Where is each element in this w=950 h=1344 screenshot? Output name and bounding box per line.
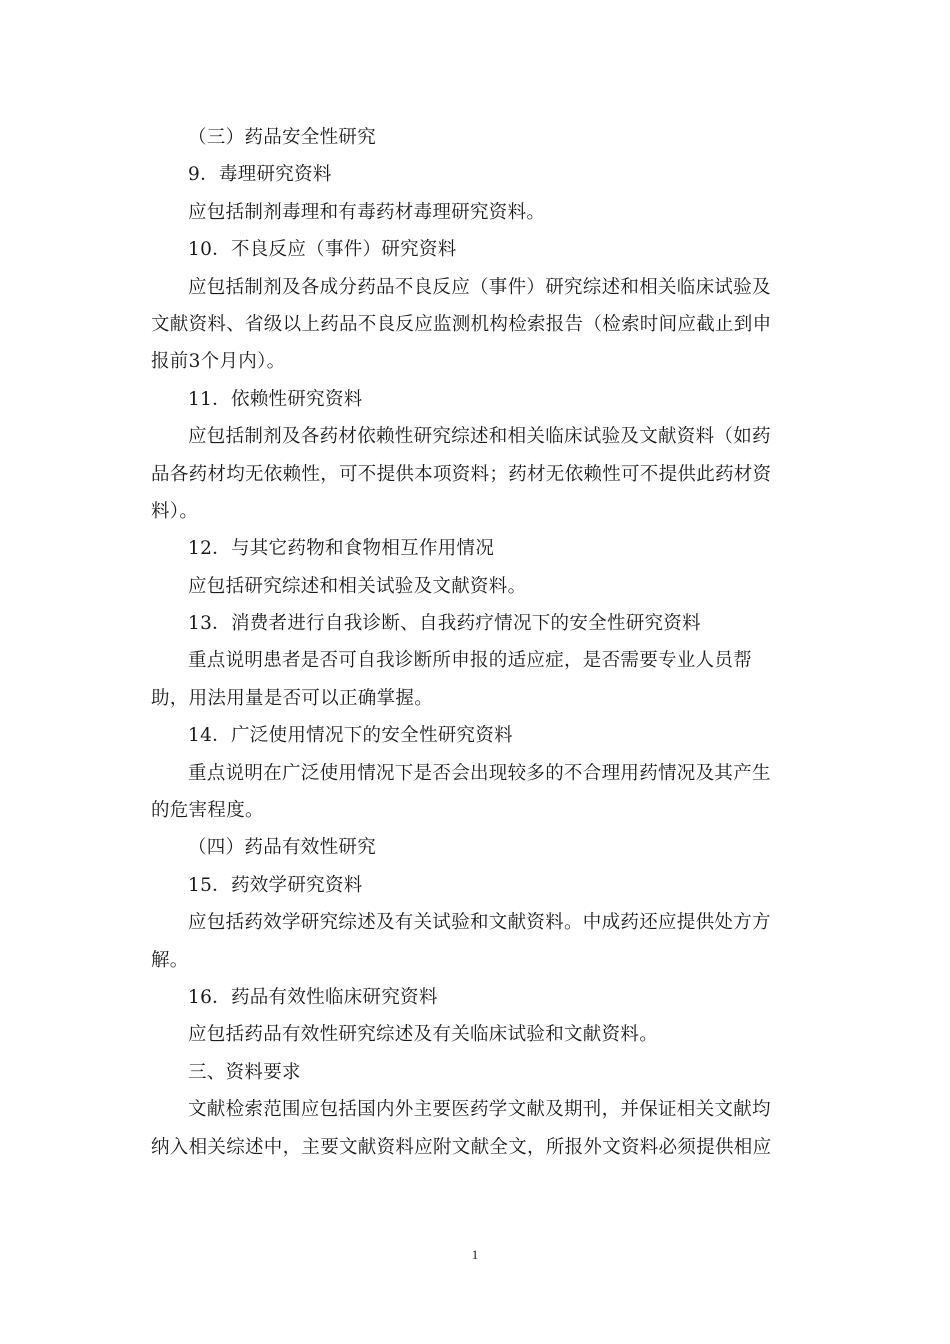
paragraph-line: 品各药材均无依赖性，可不提供本项资料；药材无依赖性可不提供此药材资	[151, 463, 772, 485]
item-heading-11: 11．依赖性研究资料	[188, 388, 363, 410]
paragraph-line: 文献检索范围应包括国内外主要医药学文献及期刊，并保证相关文献均	[188, 1099, 771, 1121]
item-heading-9: 9．毒理研究资料	[188, 164, 332, 186]
paragraph-line: 重点说明患者是否可自我诊断所申报的适应症，是否需要专业人员帮	[188, 650, 753, 672]
chapter-heading-requirements: 三、资料要求	[188, 1061, 301, 1083]
paragraph-line: 报前3个月内）。	[151, 351, 286, 373]
paragraph-line: 应包括药效学研究综述及有关试验和文献资料。中成药还应提供处方方	[188, 912, 771, 934]
paragraph-line: 应包括药品有效性研究综述及有关临床试验和文献资料。	[188, 1024, 659, 1046]
paragraph-line: 解。	[151, 949, 189, 971]
item-heading-15: 15．药效学研究资料	[188, 874, 363, 896]
paragraph-line: 纳入相关综述中，主要文献资料应附文献全文，所报外文资料必须提供相应	[151, 1136, 772, 1158]
item-heading-12: 12．与其它药物和食物相互作用情况	[188, 538, 495, 560]
paragraph-line: 应包括研究综述和相关试验及文献资料。	[188, 575, 527, 597]
paragraph-line: 应包括制剂及各药材依赖性研究综述和相关临床试验及文献资料（如药	[188, 426, 771, 448]
paragraph-line: 助，用法用量是否可以正确掌握。	[151, 687, 434, 709]
page-number: 1	[471, 1247, 479, 1262]
paragraph-line: 的危害程度。	[151, 800, 264, 822]
item-heading-14: 14．广泛使用情况下的安全性研究资料	[188, 725, 513, 747]
section-heading-safety: （三）药品安全性研究	[188, 127, 377, 148]
paragraph-line: 文献资料、省级以上药品不良反应监测机构检索报告（检索时间应截止到申	[151, 313, 772, 335]
paragraph-line: 应包括制剂及各成分药品不良反应（事件）研究综述和相关临床试验及	[188, 276, 771, 298]
document-body	[151, 119, 785, 1166]
item-heading-13: 13．消费者进行自我诊断、自我药疗情况下的安全性研究资料	[188, 613, 701, 635]
paragraph-line: 应包括制剂毒理和有毒药材毒理研究资料。	[188, 201, 546, 223]
section-heading-efficacy: （四）药品有效性研究	[188, 837, 377, 859]
item-heading-16: 16．药品有效性临床研究资料	[188, 986, 438, 1008]
paragraph-line: 重点说明在广泛使用情况下是否会出现较多的不合理用药情况及其产生	[188, 762, 771, 784]
item-heading-10: 10．不良反应（事件）研究资料	[188, 239, 457, 261]
paragraph-line: 料）。	[151, 500, 199, 522]
